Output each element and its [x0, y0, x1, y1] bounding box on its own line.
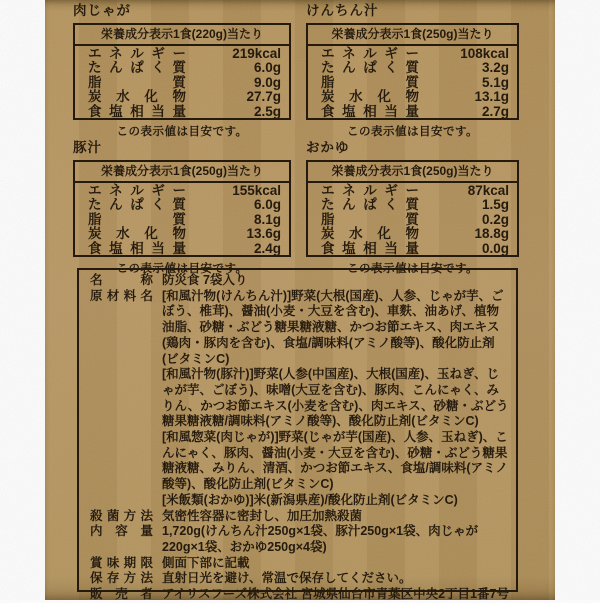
- nutrition-block-nikujaga: [73, 2, 291, 139]
- nutrient-value: 3.2g: [481, 60, 509, 76]
- cardboard-package-photo: [45, 0, 555, 600]
- info-value: 1,720g(けんちん汁250g×1袋、豚汁250g×1袋、肉じゃが220g×1袋、おかゆ250g×4袋): [162, 524, 479, 554]
- nutrient-label: 食塩相当量: [321, 103, 419, 119]
- info-label: 賞味期限: [90, 555, 153, 570]
- nutrient-label: 脂質: [88, 211, 186, 227]
- info-row-storage: [90, 571, 510, 587]
- ingredients-okayu: [米飯類(おかゆ)]米(新潟県産)/酸化防止剤(ビタミンC): [162, 492, 458, 507]
- nutrient-row: [321, 61, 509, 75]
- info-row-name: [90, 273, 510, 289]
- nutrient-row: [321, 227, 509, 241]
- nutrient-label: たんぱく質: [88, 197, 186, 213]
- nutrition-table: [306, 160, 519, 257]
- nutrient-value: 2.4g: [253, 240, 281, 256]
- nutrient-label: 炭水化物: [88, 89, 186, 105]
- nutrient-value: 9.0g: [253, 74, 281, 90]
- nutrient-row: [321, 242, 509, 256]
- nutrient-value: 18.8g: [474, 226, 509, 242]
- nutrition-header: 栄養成分表示1食(250g)当たり: [75, 162, 289, 183]
- ingredients-nikujaga: [和風惣菜(肉じゃが)]野菜(じゃが芋(国産)、人参、玉ねぎ)、こんにゃく、豚肉、醤油(小麦・大豆を含む)、砂糖・ぶどう糖果糖液糖、みりん、清酒、かつお節エキス、食塩/調味料(アミノ酸等)、酸化防止剤(ビタミンC): [162, 430, 509, 492]
- nutrition-disclaimer: この表示値は目安です。: [116, 263, 248, 275]
- nutrition-header: 栄養成分表示1食(250g)当たり: [308, 25, 517, 46]
- nutrient-label: 炭水化物: [88, 226, 186, 242]
- info-value: [162, 289, 510, 509]
- nutrient-value: 1.5g: [481, 197, 509, 213]
- nutrient-label: エネルギー: [88, 183, 186, 198]
- nutrient-value: 8.1g: [253, 211, 281, 227]
- nutrient-value: 27.7g: [246, 89, 281, 105]
- nutrient-label: エネルギー: [321, 46, 419, 61]
- info-row-sterilization: [90, 509, 510, 525]
- nutrient-label: 脂質: [321, 211, 419, 227]
- info-label: 原材料名: [90, 288, 153, 303]
- product-name: 豚汁: [73, 140, 102, 155]
- nutrient-label: 食塩相当量: [321, 240, 419, 256]
- ingredients-tonjiru: [和風汁物(豚汁)]野菜(人参(中国産)、大根(国産)、玉ねぎ、じゃが芋、ごぼう)、味噌(大豆を含む)、豚肉、こんにゃく、みりん、かつお節エキス(小麦を含む)、肉エキス、砂糖・ぶどう糖果糖液糖/調味料(アミノ酸等)、酸化防止剤(ビタミンC): [162, 367, 509, 429]
- info-value: 気密性容器に密封し、加圧加熱殺菌: [162, 508, 363, 523]
- nutrient-row: [88, 76, 281, 90]
- nutrient-label: 脂質: [88, 74, 186, 90]
- nutrient-value: 2.5g: [253, 103, 281, 119]
- nutrient-row: [321, 90, 509, 104]
- nutrient-value: 5.1g: [481, 74, 509, 90]
- nutrition-block-okayu: [306, 139, 519, 276]
- info-label: 販売者: [90, 587, 153, 602]
- info-value: アイリスフーズ株式会社 宮城県仙台市青葉区中央2丁目1番7号: [162, 587, 509, 602]
- nutrient-value: 13.1g: [474, 89, 509, 105]
- nutrition-table: [73, 160, 291, 257]
- info-value: 防災食 7袋入り: [162, 273, 248, 287]
- nutrition-rows: [308, 183, 517, 256]
- nutrient-row: [88, 227, 281, 241]
- nutrient-row: [88, 242, 281, 256]
- nutrient-label: 食塩相当量: [88, 103, 186, 119]
- nutrient-label: 脂質: [321, 74, 419, 90]
- nutrition-disclaimer: この表示値は目安です。: [346, 263, 479, 275]
- nutrient-row: [321, 198, 509, 212]
- info-row-seller: [90, 587, 510, 603]
- info-value: 側面下部に記載: [162, 555, 250, 570]
- nutrient-value: 155kcal: [232, 183, 281, 198]
- nutrient-value: 13.6g: [246, 226, 281, 242]
- nutrient-label: エネルギー: [321, 183, 419, 198]
- product-info-table: [77, 268, 518, 602]
- product-name: けんちん汁: [306, 3, 379, 18]
- nutrient-row: [88, 90, 281, 104]
- nutrient-value: 0.2g: [481, 211, 509, 227]
- nutrition-header: 栄養成分表示1食(220g)当たり: [75, 25, 289, 46]
- nutrient-value: 0.0g: [481, 240, 509, 256]
- nutrient-value: 2.7g: [481, 103, 509, 119]
- nutrition-block-kenchinjiru: [306, 2, 519, 139]
- nutrition-disclaimer: この表示値は目安です。: [346, 126, 479, 138]
- nutrient-row: [88, 61, 281, 75]
- nutrient-label: エネルギー: [88, 46, 186, 61]
- product-name: 肉じゃが: [73, 3, 131, 18]
- nutrition-block-tonjiru: [73, 139, 291, 276]
- nutrient-value: 108kcal: [460, 46, 509, 61]
- info-row-expiry: [90, 556, 510, 572]
- nutrient-row: [321, 105, 509, 119]
- nutrient-row: [321, 76, 509, 90]
- nutrient-row: [88, 213, 281, 227]
- nutrition-header: 栄養成分表示1食(250g)当たり: [308, 162, 517, 183]
- nutrition-rows: [75, 46, 289, 119]
- nutrient-row: [88, 198, 281, 212]
- ingredients-kenchinjiru: [和風汁物(けんちん汁)]野菜(大根(国産)、人参、じゃが芋、ごぼう、椎茸)、醤油(小麦・大豆を含む)、車麩、油あげ、植物油脂、砂糖・ぶどう糖果糖液糖、かつお節エキス、肉エキス(鶏肉・豚肉を含む)、食塩/調味料(アミノ酸等)、酸化防止剤(ビタミンC): [162, 288, 504, 366]
- info-label: 内容量: [90, 524, 153, 539]
- info-label: 保存方法: [90, 571, 153, 586]
- nutrient-value: 6.0g: [253, 197, 281, 213]
- nutrition-disclaimer: この表示値は目安です。: [116, 126, 248, 138]
- nutrient-label: 食塩相当量: [88, 240, 186, 256]
- nutrition-rows: [308, 46, 517, 119]
- info-label: 名称: [90, 273, 153, 287]
- info-row-contents: [90, 524, 510, 555]
- nutrient-label: たんぱく質: [321, 197, 419, 213]
- nutrient-label: たんぱく質: [88, 60, 186, 76]
- nutrition-rows: [75, 183, 289, 256]
- nutrient-value: 6.0g: [253, 60, 281, 76]
- nutrient-row: [321, 213, 509, 227]
- nutrient-row: [88, 105, 281, 119]
- product-name: おかゆ: [306, 140, 350, 155]
- nutrient-label: 炭水化物: [321, 226, 419, 242]
- nutrient-label: 炭水化物: [321, 89, 419, 105]
- info-row-ingredients: [90, 289, 510, 509]
- info-label: 殺菌方法: [90, 508, 153, 523]
- nutrient-value: 87kcal: [467, 183, 509, 198]
- nutrition-table: [306, 23, 519, 120]
- info-value: 直射日光を避け、常温で保存してください。: [162, 571, 412, 586]
- nutrient-label: たんぱく質: [321, 60, 419, 76]
- nutrition-table: [73, 23, 291, 120]
- nutrient-value: 219kcal: [232, 46, 281, 61]
